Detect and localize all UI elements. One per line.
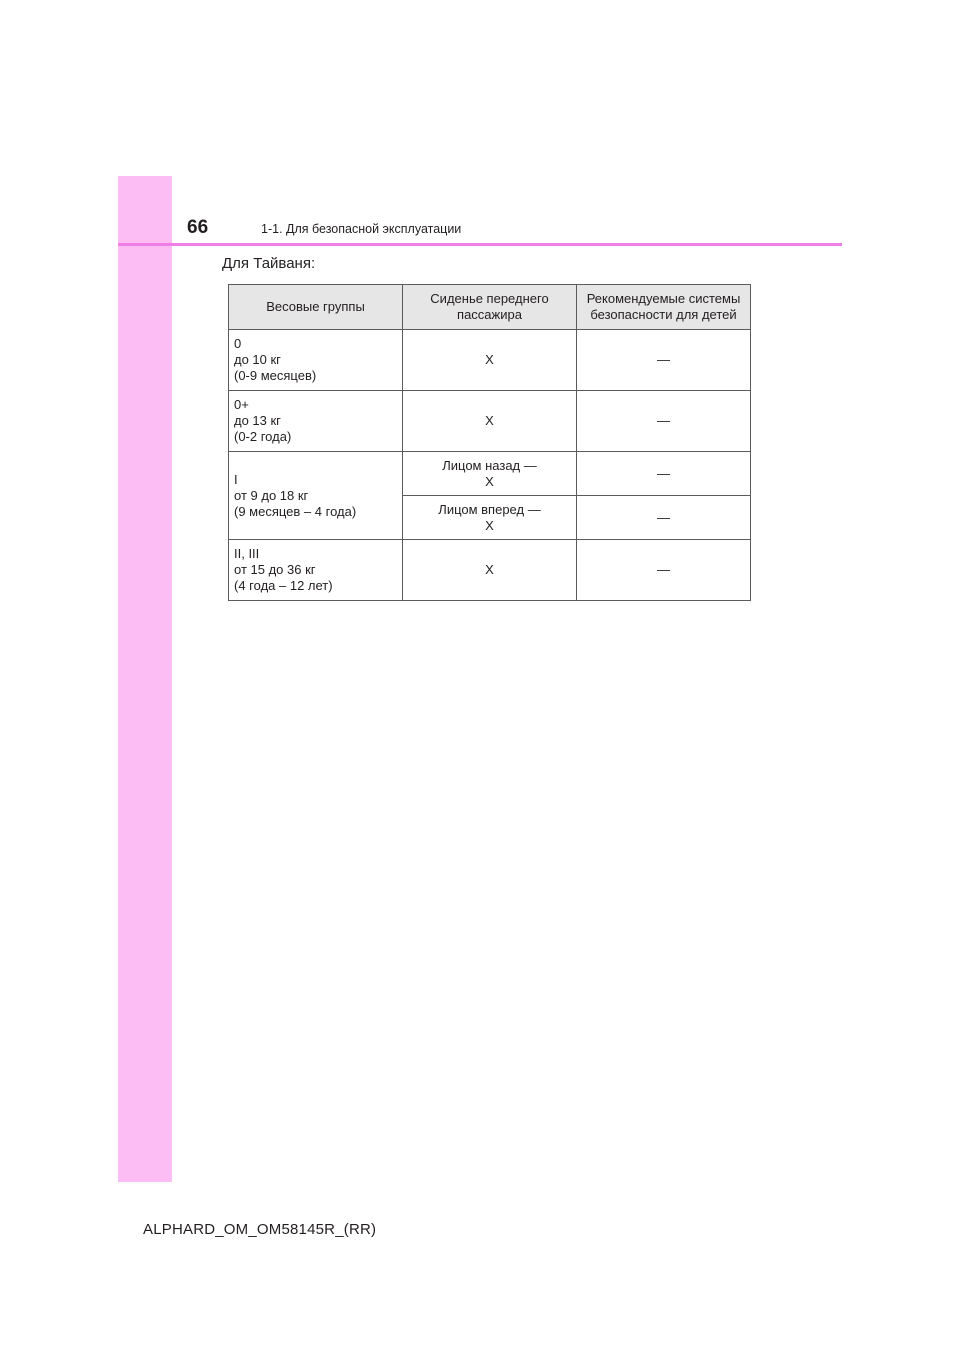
recommended-cell: — (577, 540, 751, 601)
weight-group-cell: I от 9 до 18 кг (9 месяцев – 4 года) (229, 452, 403, 540)
section-title: 1-1. Для безопасной эксплуатации (261, 222, 462, 236)
front-seat-cell: X (403, 391, 577, 452)
recommended-cell: — (577, 452, 751, 496)
table-row (229, 391, 751, 452)
weight-group-cell: II, III от 15 до 36 кг (4 года – 12 лет) (229, 540, 403, 601)
weight-group-cell: 0+ до 13 кг (0-2 года) (229, 391, 403, 452)
weight-group-cell: 0 до 10 кг (0-9 месяцев) (229, 330, 403, 391)
recommended-cell: — (577, 496, 751, 540)
table-row (229, 540, 751, 601)
child-seat-table (228, 284, 751, 601)
column-header-weight-groups: Весовые группы (229, 285, 403, 330)
column-header-front-passenger-seat: Сиденье переднего пассажира (403, 285, 577, 330)
side-color-band (118, 176, 172, 1182)
table-row (229, 330, 751, 391)
recommended-cell: — (577, 391, 751, 452)
front-seat-cell: X (403, 330, 577, 391)
header-rule (118, 243, 842, 246)
front-seat-cell-forward-facing: Лицом вперед — X (403, 496, 577, 540)
front-seat-cell: X (403, 540, 577, 601)
recommended-cell: — (577, 330, 751, 391)
table-row (229, 452, 751, 496)
document-footer-code: ALPHARD_OM_OM58145R_(RR) (143, 1221, 377, 1238)
intro-text: Для Тайваня: (222, 255, 316, 272)
page-number: 66 (187, 217, 209, 238)
front-seat-cell-rear-facing: Лицом назад — X (403, 452, 577, 496)
column-header-recommended-systems: Рекомендуемые системы безопасности для детей (577, 285, 751, 330)
table-header-row (229, 285, 751, 330)
